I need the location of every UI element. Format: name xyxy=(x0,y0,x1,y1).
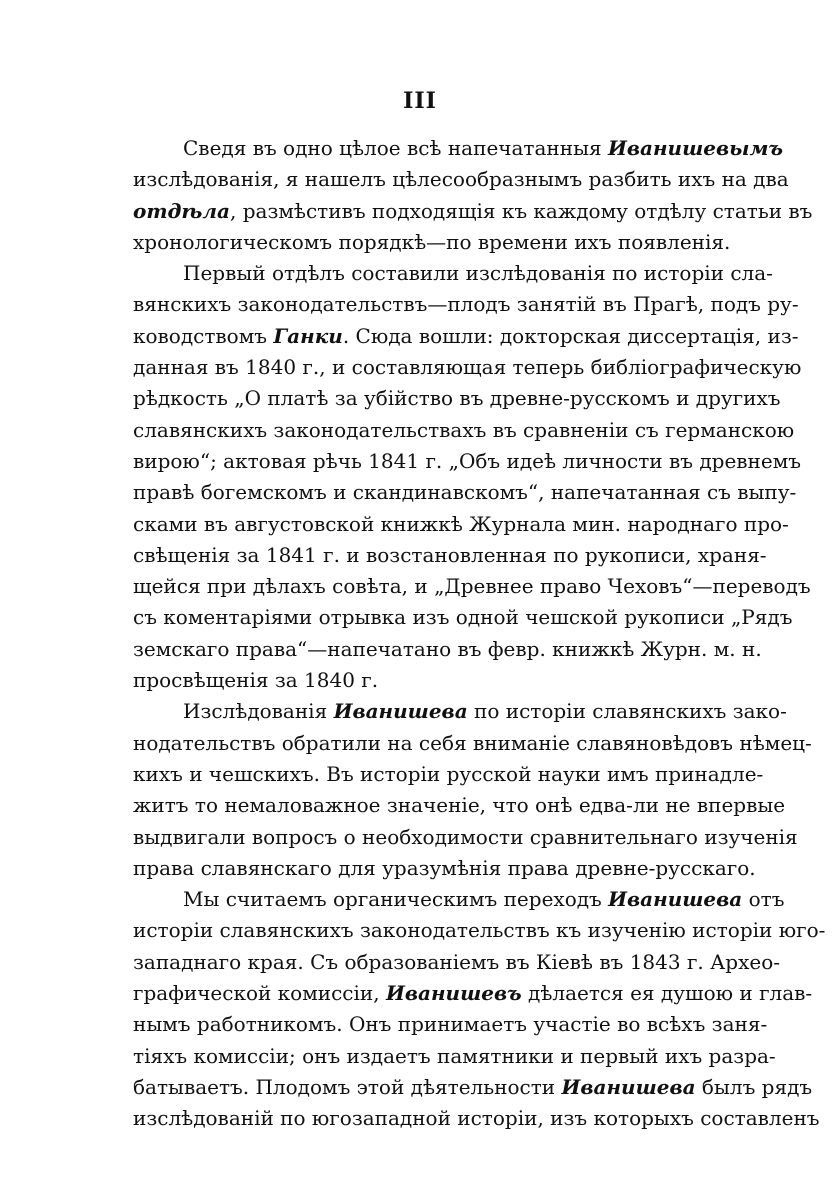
text-segment: Мы считаемъ органическимъ переходъ xyxy=(183,887,609,912)
italic-name: отдѣла xyxy=(133,198,231,223)
text-segment: Сведя въ одно цѣлое всѣ напечатанныя xyxy=(183,136,608,160)
text-segment: вирою“; актовая рѣчь 1841 г. „Объ идеѣ личности въ древнемъ xyxy=(133,448,801,473)
text-segment: нодательствъ обратили на себя вниманіе славяновѣдовъ нѣмец- xyxy=(133,730,812,755)
italic-name: Иванишевымъ xyxy=(607,136,784,160)
text-line xyxy=(133,1009,768,1040)
text-segment: славянскихъ законодательствахъ въ сравненіи съ германскою xyxy=(133,417,795,442)
text-line xyxy=(133,978,813,1009)
paragraph xyxy=(133,258,811,696)
text-segment: изслѣдованій по югозападной исторіи, изъ которыхъ составленъ xyxy=(133,1106,820,1131)
text-segment: исторіи славянскихъ законодательствъ къ изученію исторіи юго- xyxy=(133,918,826,943)
text-line xyxy=(133,1072,813,1103)
text-line xyxy=(133,947,781,978)
text-line xyxy=(133,728,812,759)
text-segment: кихъ и чешскихъ. Въ исторіи русской науки имъ принадле- xyxy=(133,761,764,786)
text-segment: житъ то немаловажное значеніе, что онѣ едва-ли не впервые xyxy=(133,793,786,818)
text-line xyxy=(133,759,764,790)
text-segment: графической комиссіи, xyxy=(133,981,386,1006)
text-line xyxy=(133,383,781,414)
text-segment: выдвигали вопросъ о необходимости сравнительнаго изученія xyxy=(133,824,798,849)
text-line xyxy=(133,258,773,289)
text-line xyxy=(133,915,826,946)
text-segment: дѣлается ея душою и глав- xyxy=(521,981,813,1006)
text-segment: нымъ работникомъ. Онъ принимаетъ участіе во всѣхъ заня- xyxy=(133,1012,768,1037)
text-segment: права славянскаго для уразумѣнія права древне-русскаго. xyxy=(133,855,756,880)
italic-name: Иванишева xyxy=(561,1074,696,1099)
text-segment: просвѣщенія за 1840 г. xyxy=(133,668,379,693)
text-segment: . Сюда вошли: докторская диссертація, из- xyxy=(342,323,799,348)
text-segment: изслѣдованія, я нашелъ цѣлесообразнымъ разбить ихъ на два xyxy=(133,167,789,192)
text-line xyxy=(133,790,786,821)
text-line xyxy=(133,227,751,258)
text-segment: земскаго права“—напечатано въ февр. книжкѣ Журн. м. н. xyxy=(133,636,762,661)
text-segment: свѣщенія за 1841 г. и возстановленная по рукописи, храня- xyxy=(133,542,767,567)
text-line xyxy=(133,602,793,633)
text-segment: рѣдкость „О платѣ за убійство въ древне-русскомъ и другихъ xyxy=(133,386,781,411)
italic-name: Иванишева xyxy=(333,699,468,724)
italic-name: Иванишевъ xyxy=(385,981,522,1006)
text-line xyxy=(133,289,799,320)
text-line xyxy=(133,884,785,915)
text-line xyxy=(133,321,799,352)
text-segment: сками въ августовской книжкѣ Журнала мин. народнаго про- xyxy=(133,511,789,536)
text-line xyxy=(133,164,789,195)
text-segment: отъ xyxy=(742,887,785,912)
text-line xyxy=(133,509,789,540)
text-segment: ководствомъ xyxy=(133,323,274,348)
text-segment: батываетъ. Плодомъ этой дѣятельности xyxy=(133,1074,562,1099)
text-segment: по исторіи славянскихъ зако- xyxy=(467,699,787,724)
text-line xyxy=(133,196,813,227)
text-line xyxy=(133,415,795,446)
text-line xyxy=(133,853,756,884)
paragraph xyxy=(133,133,813,258)
text-segment: данная въ 1840 г., и составляющая теперь библіографическую xyxy=(133,355,802,380)
text-segment: Изслѣдованія xyxy=(183,699,334,724)
text-segment: правѣ богемскомъ и скандинавскомъ“, напечатанная съ выпу- xyxy=(133,480,797,505)
text-line xyxy=(133,1041,776,1072)
text-line xyxy=(133,571,811,602)
italic-name: Иванишева xyxy=(608,887,743,912)
text-segment: западнаго края. Съ образованіемъ въ Кіевѣ въ 1843 г. Археo- xyxy=(133,949,781,974)
text-line xyxy=(133,696,787,727)
text-line xyxy=(133,446,801,477)
text-line xyxy=(133,352,802,383)
text-line xyxy=(133,133,784,164)
text-line xyxy=(133,477,797,508)
paragraph xyxy=(133,696,812,884)
text-segment: щейся при дѣлахъ совѣта, и „Древнее право Чеховъ“—переводъ xyxy=(133,574,811,599)
italic-name: Ганки xyxy=(273,323,343,348)
text-line xyxy=(133,665,751,696)
text-segment: тіяхъ комиссіи; онъ издаетъ памятники и первый ихъ разра- xyxy=(133,1043,776,1068)
paragraph xyxy=(133,884,826,1134)
text-segment: вянскихъ законодательствъ—плодъ занятій въ Прагѣ, подъ ру- xyxy=(133,292,799,317)
text-line xyxy=(133,822,798,853)
document-body xyxy=(133,133,826,1135)
text-line xyxy=(133,1103,820,1134)
text-segment: хронологическомъ порядкѣ—по времени ихъ появленія. xyxy=(133,229,731,254)
text-segment: былъ рядъ xyxy=(695,1074,813,1099)
page-number: III xyxy=(403,88,437,114)
text-segment: съ коментаріями отрывка изъ одной чешской рукописи „Рядъ xyxy=(133,605,793,630)
text-line xyxy=(133,540,767,571)
text-segment: , размѣстивъ подходящія къ каждому отдѣлу статьи въ xyxy=(230,198,813,223)
text-segment: Первый отдѣлъ составили изслѣдованія по исторіи сла- xyxy=(183,261,773,286)
text-line xyxy=(133,634,762,665)
